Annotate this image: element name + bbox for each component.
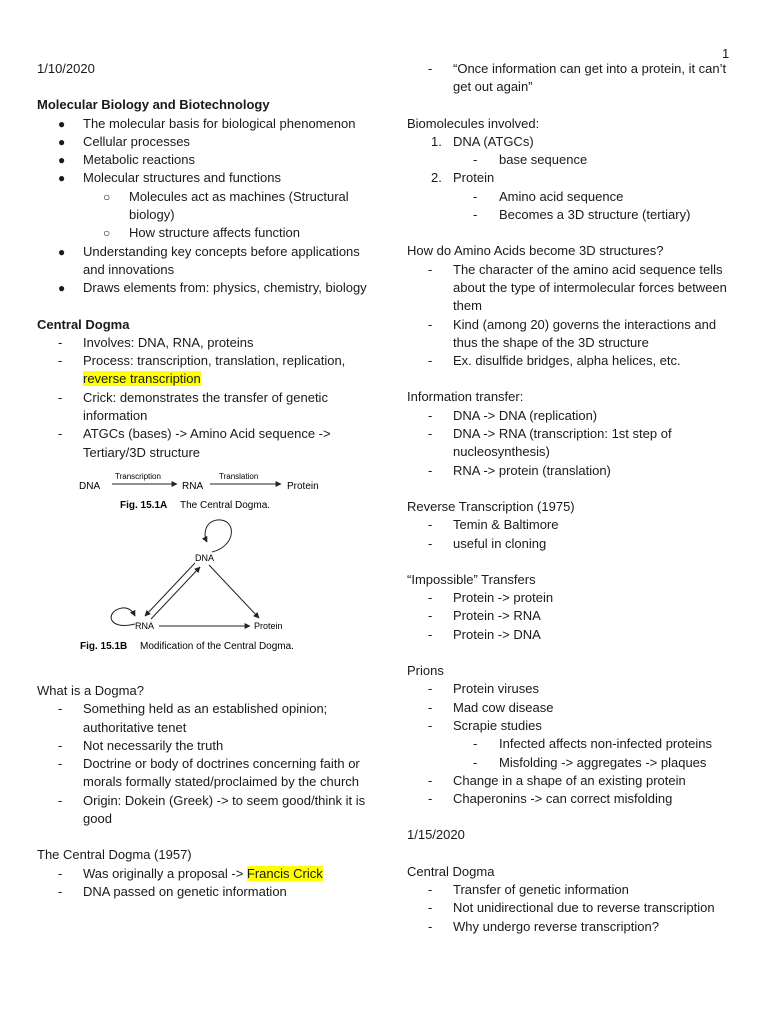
list-item: - Transfer of genetic information bbox=[428, 881, 629, 897]
list-item: - Protein -> DNA bbox=[428, 626, 541, 642]
list-item: - ATGCs (bases) -> Amino Acid sequence -> Tertiary/3D structure bbox=[58, 426, 331, 460]
fig-b-arrow-dna-rna bbox=[145, 563, 195, 616]
list-item: - RNA -> protein (translation) bbox=[428, 462, 611, 478]
highlighted-text: Francis Crick bbox=[246, 865, 323, 881]
fig-b-caption-text: Modification of the Central Dogma. bbox=[140, 640, 294, 652]
prions-list bbox=[407, 680, 742, 808]
list-item: - Scrapie studies bbox=[428, 717, 542, 733]
fig-a-dna-label: DNA bbox=[79, 480, 101, 492]
list-item: - Protein viruses bbox=[428, 681, 539, 697]
sub-list-item: - Amino acid sequence bbox=[473, 188, 624, 204]
amino-acids-title: How do Amino Acids become 3D structures? bbox=[407, 243, 664, 259]
list-item: 2. Protein bbox=[431, 170, 495, 186]
central-dogma-1957-title: The Central Dogma (1957) bbox=[37, 847, 192, 863]
list-item: - useful in cloning bbox=[428, 535, 547, 551]
list-item: ● Draws elements from: physics, chemistry, biology bbox=[58, 280, 367, 296]
amino-acids-list bbox=[407, 261, 742, 371]
fig-a-caption-number: Fig. 15.1A bbox=[120, 499, 168, 511]
dogma-list bbox=[37, 700, 367, 828]
list-item: - Change in a shape of an existing protein bbox=[428, 772, 686, 788]
list-item: - “Once information can get into a protein, it can’t get out again” bbox=[428, 61, 727, 95]
sub-list-item: ○ Molecules act as machines (Structural biology) bbox=[103, 188, 349, 223]
dogma-question: What is a Dogma? bbox=[37, 682, 144, 698]
list-item: - Protein -> RNA bbox=[428, 608, 541, 624]
fig-b-dna-label: DNA bbox=[195, 552, 215, 563]
fig-b-caption-number: Fig. 15.1B bbox=[80, 640, 128, 652]
right-column bbox=[407, 60, 742, 936]
list-item: - DNA -> RNA (transcription: 1st step of nucleosynthesis) bbox=[428, 426, 672, 460]
list-item: - Involves: DNA, RNA, proteins bbox=[58, 334, 254, 350]
list-item: - Origin: Dokein (Greek) -> to seem good/think it is good bbox=[58, 792, 366, 827]
fig-b-arrow-rna-dna bbox=[151, 567, 200, 619]
list-item: - Process: transcription, translation, replication, reverse transcription bbox=[58, 353, 346, 387]
biomolecules-list bbox=[407, 133, 742, 224]
reverse-transcription-list bbox=[407, 516, 742, 553]
sub-list-item: - Infected affects non-infected proteins bbox=[473, 736, 712, 752]
fig-a-transcription-label: Transcription bbox=[115, 471, 161, 481]
highlighted-text: reverse transcription bbox=[83, 371, 201, 387]
impossible-transfers-title: “Impossible” Transfers bbox=[407, 571, 536, 587]
biomolecules-title: Biomolecules involved: bbox=[407, 115, 540, 131]
central-dogma-list-2 bbox=[407, 881, 742, 936]
list-item: ● Understanding key concepts before applications and innovations bbox=[58, 243, 360, 277]
list-item: - Not unidirectional due to reverse transcription bbox=[428, 900, 715, 916]
list-item: - Why undergo reverse transcription? bbox=[428, 918, 659, 934]
section-title-central-dogma: Central Dogma bbox=[37, 316, 130, 332]
fig-b-rna-self-arrow bbox=[111, 608, 135, 626]
central-dogma-figure bbox=[37, 466, 367, 676]
list-item: - Crick: demonstrates the transfer of genetic information bbox=[58, 389, 328, 424]
list-item: - Ex. disulfide bridges, alpha helices, etc. bbox=[428, 353, 681, 369]
central-dogma-1957-list bbox=[37, 865, 367, 902]
quote-list bbox=[407, 60, 742, 97]
sub-list-item: - Misfolding -> aggregates -> plaques bbox=[473, 754, 707, 770]
list-item: ● The molecular basis for biological phenomenon bbox=[58, 115, 356, 131]
impossible-transfers-list bbox=[407, 589, 742, 644]
info-transfer-title: Information transfer: bbox=[407, 389, 524, 405]
section-title-molecular-biology: Molecular Biology and Biotechnology bbox=[37, 97, 270, 113]
reverse-transcription-title: Reverse Transcription (1975) bbox=[407, 498, 575, 514]
list-item: - Mad cow disease bbox=[428, 699, 554, 715]
molecular-biology-list bbox=[37, 115, 367, 298]
central-dogma-title-2: Central Dogma bbox=[407, 863, 495, 879]
list-item: - Not necessarily the truth bbox=[58, 737, 224, 753]
central-dogma-list bbox=[37, 334, 367, 462]
sub-list-item: - Becomes a 3D structure (tertiary) bbox=[473, 207, 691, 223]
fig-a-rna-label: RNA bbox=[182, 480, 204, 492]
list-item: ● Cellular processes bbox=[58, 133, 190, 149]
list-item: ● Molecular structures and functions bbox=[58, 170, 281, 186]
list-item: - Chaperonins -> can correct misfolding bbox=[428, 791, 673, 807]
list-item: - DNA -> DNA (replication) bbox=[428, 407, 598, 423]
fig-b-protein-label: Protein bbox=[254, 620, 283, 631]
info-transfer-list bbox=[407, 407, 742, 480]
fig-b-rna-label: RNA bbox=[135, 620, 155, 631]
list-item: - Was originally a proposal -> Francis Crick bbox=[58, 865, 323, 881]
list-item: - DNA passed on genetic information bbox=[58, 883, 287, 899]
central-dogma-diagram bbox=[37, 466, 367, 676]
fig-a-translation-label: Translation bbox=[219, 471, 259, 481]
sub-list-item: ○ How structure affects function bbox=[103, 225, 301, 241]
date-heading-2: 1/15/2020 bbox=[407, 827, 465, 843]
prions-title: Prions bbox=[407, 663, 444, 679]
page-number: 1 bbox=[722, 46, 730, 61]
date-heading: 1/10/2020 bbox=[37, 61, 95, 76]
sub-list-item: - base sequence bbox=[473, 152, 588, 168]
list-item: - Temin & Baltimore bbox=[428, 517, 559, 533]
fig-a-caption-text: The Central Dogma. bbox=[180, 499, 271, 511]
list-item: ● Metabolic reactions bbox=[58, 152, 195, 168]
list-item: - Doctrine or body of doctrines concerning faith or morals formally stated/proclaimed by the church bbox=[58, 756, 360, 790]
left-column bbox=[37, 60, 367, 901]
list-item: - Something held as an established opinion; authoritative tenet bbox=[58, 701, 328, 735]
fig-b-arrow-dna-protein bbox=[209, 565, 259, 618]
list-item: 1. DNA (ATGCs) bbox=[431, 133, 534, 149]
list-item: - Protein -> protein bbox=[428, 590, 554, 606]
fig-b-dna-self-arrow bbox=[205, 520, 231, 552]
fig-a-protein-label: Protein bbox=[287, 480, 319, 492]
list-item: - The character of the amino acid sequence tells about the type of intermolecular forces between them bbox=[428, 261, 727, 314]
list-item: - Kind (among 20) governs the interactions and thus the shape of the 3D structure bbox=[428, 316, 717, 350]
